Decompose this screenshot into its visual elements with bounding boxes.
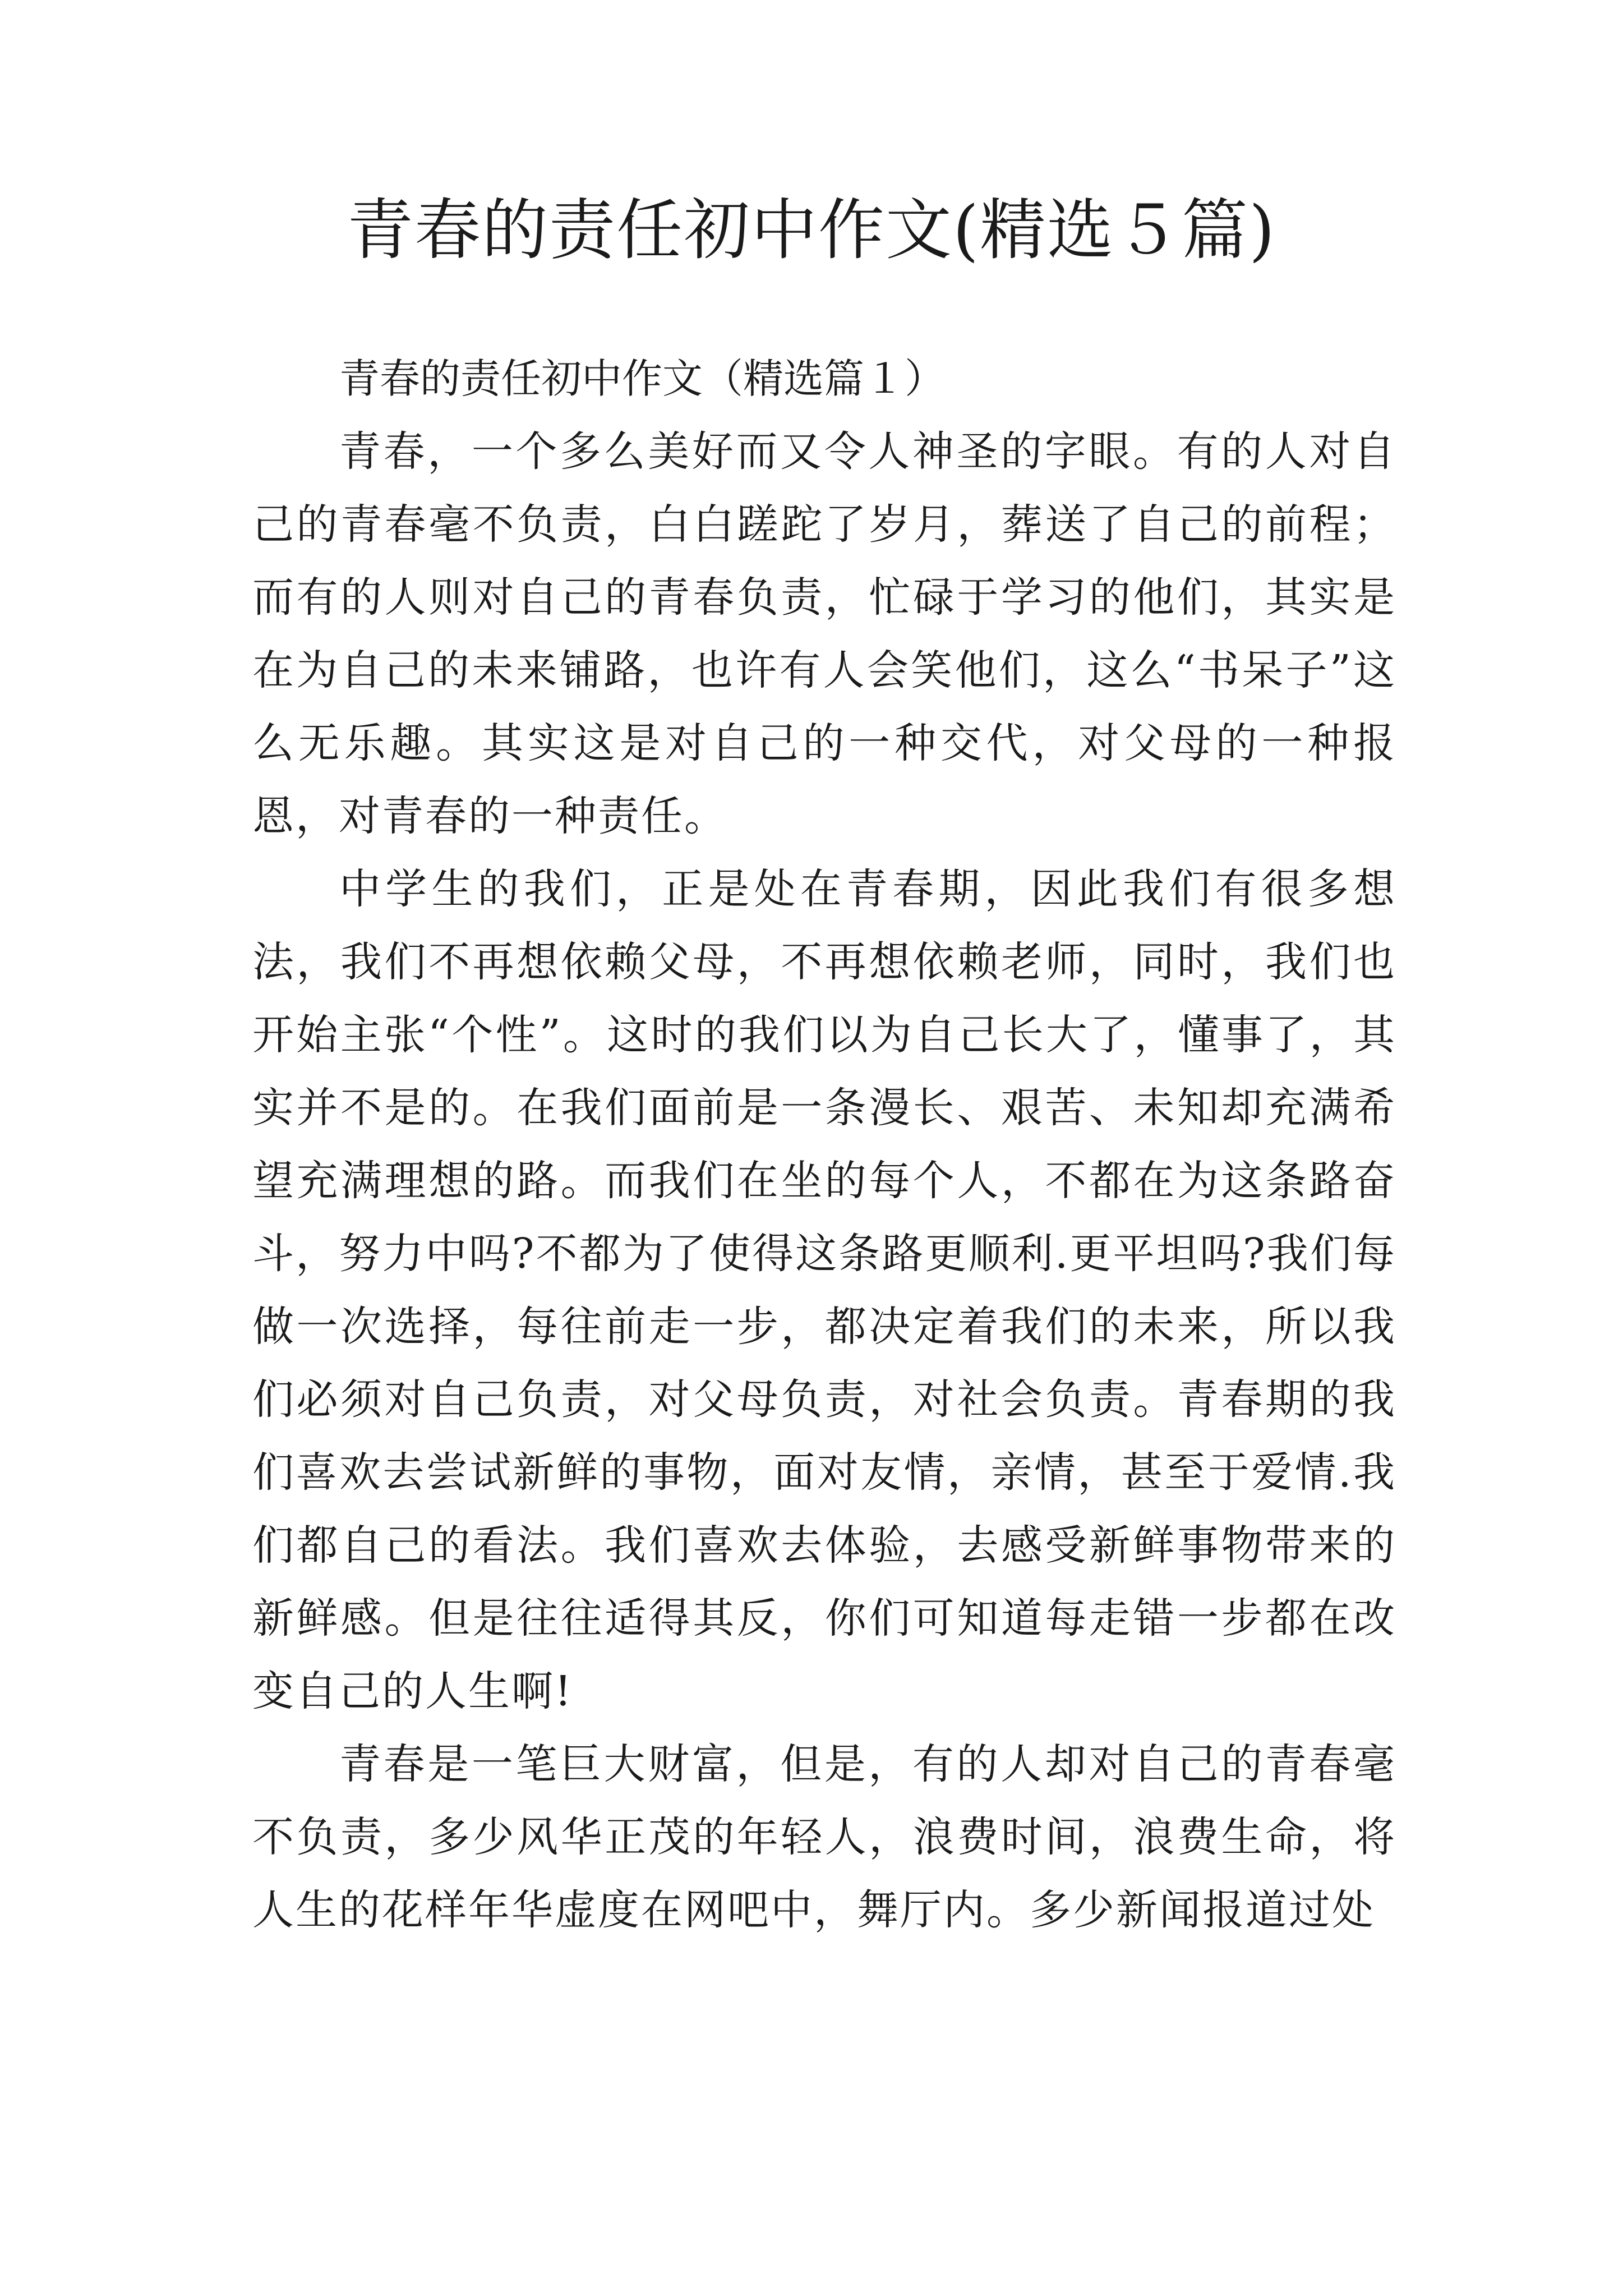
paragraph-3: 青春是一笔巨大财富，但是，有的人却对自己的青春毫不负责，多少风华正茂的年轻人，浪费时间，浪费生命，将人生的花样年华虚度在网吧中，舞厅内。多少新闻报道过处	[252, 1740, 1396, 1934]
essay-subtitle: 青春的责任初中作文（精选篇１）	[339, 355, 946, 402]
paragraph-2: 中学生的我们，正是处在青春期，因此我们有很多想法，我们不再想依赖父母，不再想依赖老师，同时，我们也开始主张“个性”。这时的我们以为自己长大了，懂事了，其实并不是的。在我们面前是一条漫长、艰苦、未知却充满希望充满理想的路。而我们在坐的每个人，不都在为这条路奋斗，努力中吗?不都为了使得这条路更顺利.更平坦吗?我们每做一次选择，每往前走一步，都决定着我们的未来，所以我们必须对自己负责，对父母负责，对社会负责。青春期的我们喜欢去尝试新鲜的事物，面对友情，亲情，甚至于爱情.我们都自己的看法。我们喜欢去体验，去感受新鲜事物带来的新鲜感。但是往往适得其反，你们可知道每走错一步都在改变自己的人生啊!	[252, 865, 1396, 1715]
document-body	[252, 342, 1396, 1947]
document-title: 青春的责任初中作文(精选５篇)	[347, 191, 1276, 269]
paragraph-1: 青春，一个多么美好而又令人神圣的字眼。有的人对自己的青春毫不负责，白白蹉跎了岁月，葬送了自己的前程；而有的人则对自己的青春负责，忙碌于学习的他们，其实是在为自己的未来铺路，也许有人会笑他们，这么“书呆子”这么无乐趣。其实这是对自己的一种交代，对父母的一种报恩，对青春的一种责任。	[252, 427, 1396, 840]
